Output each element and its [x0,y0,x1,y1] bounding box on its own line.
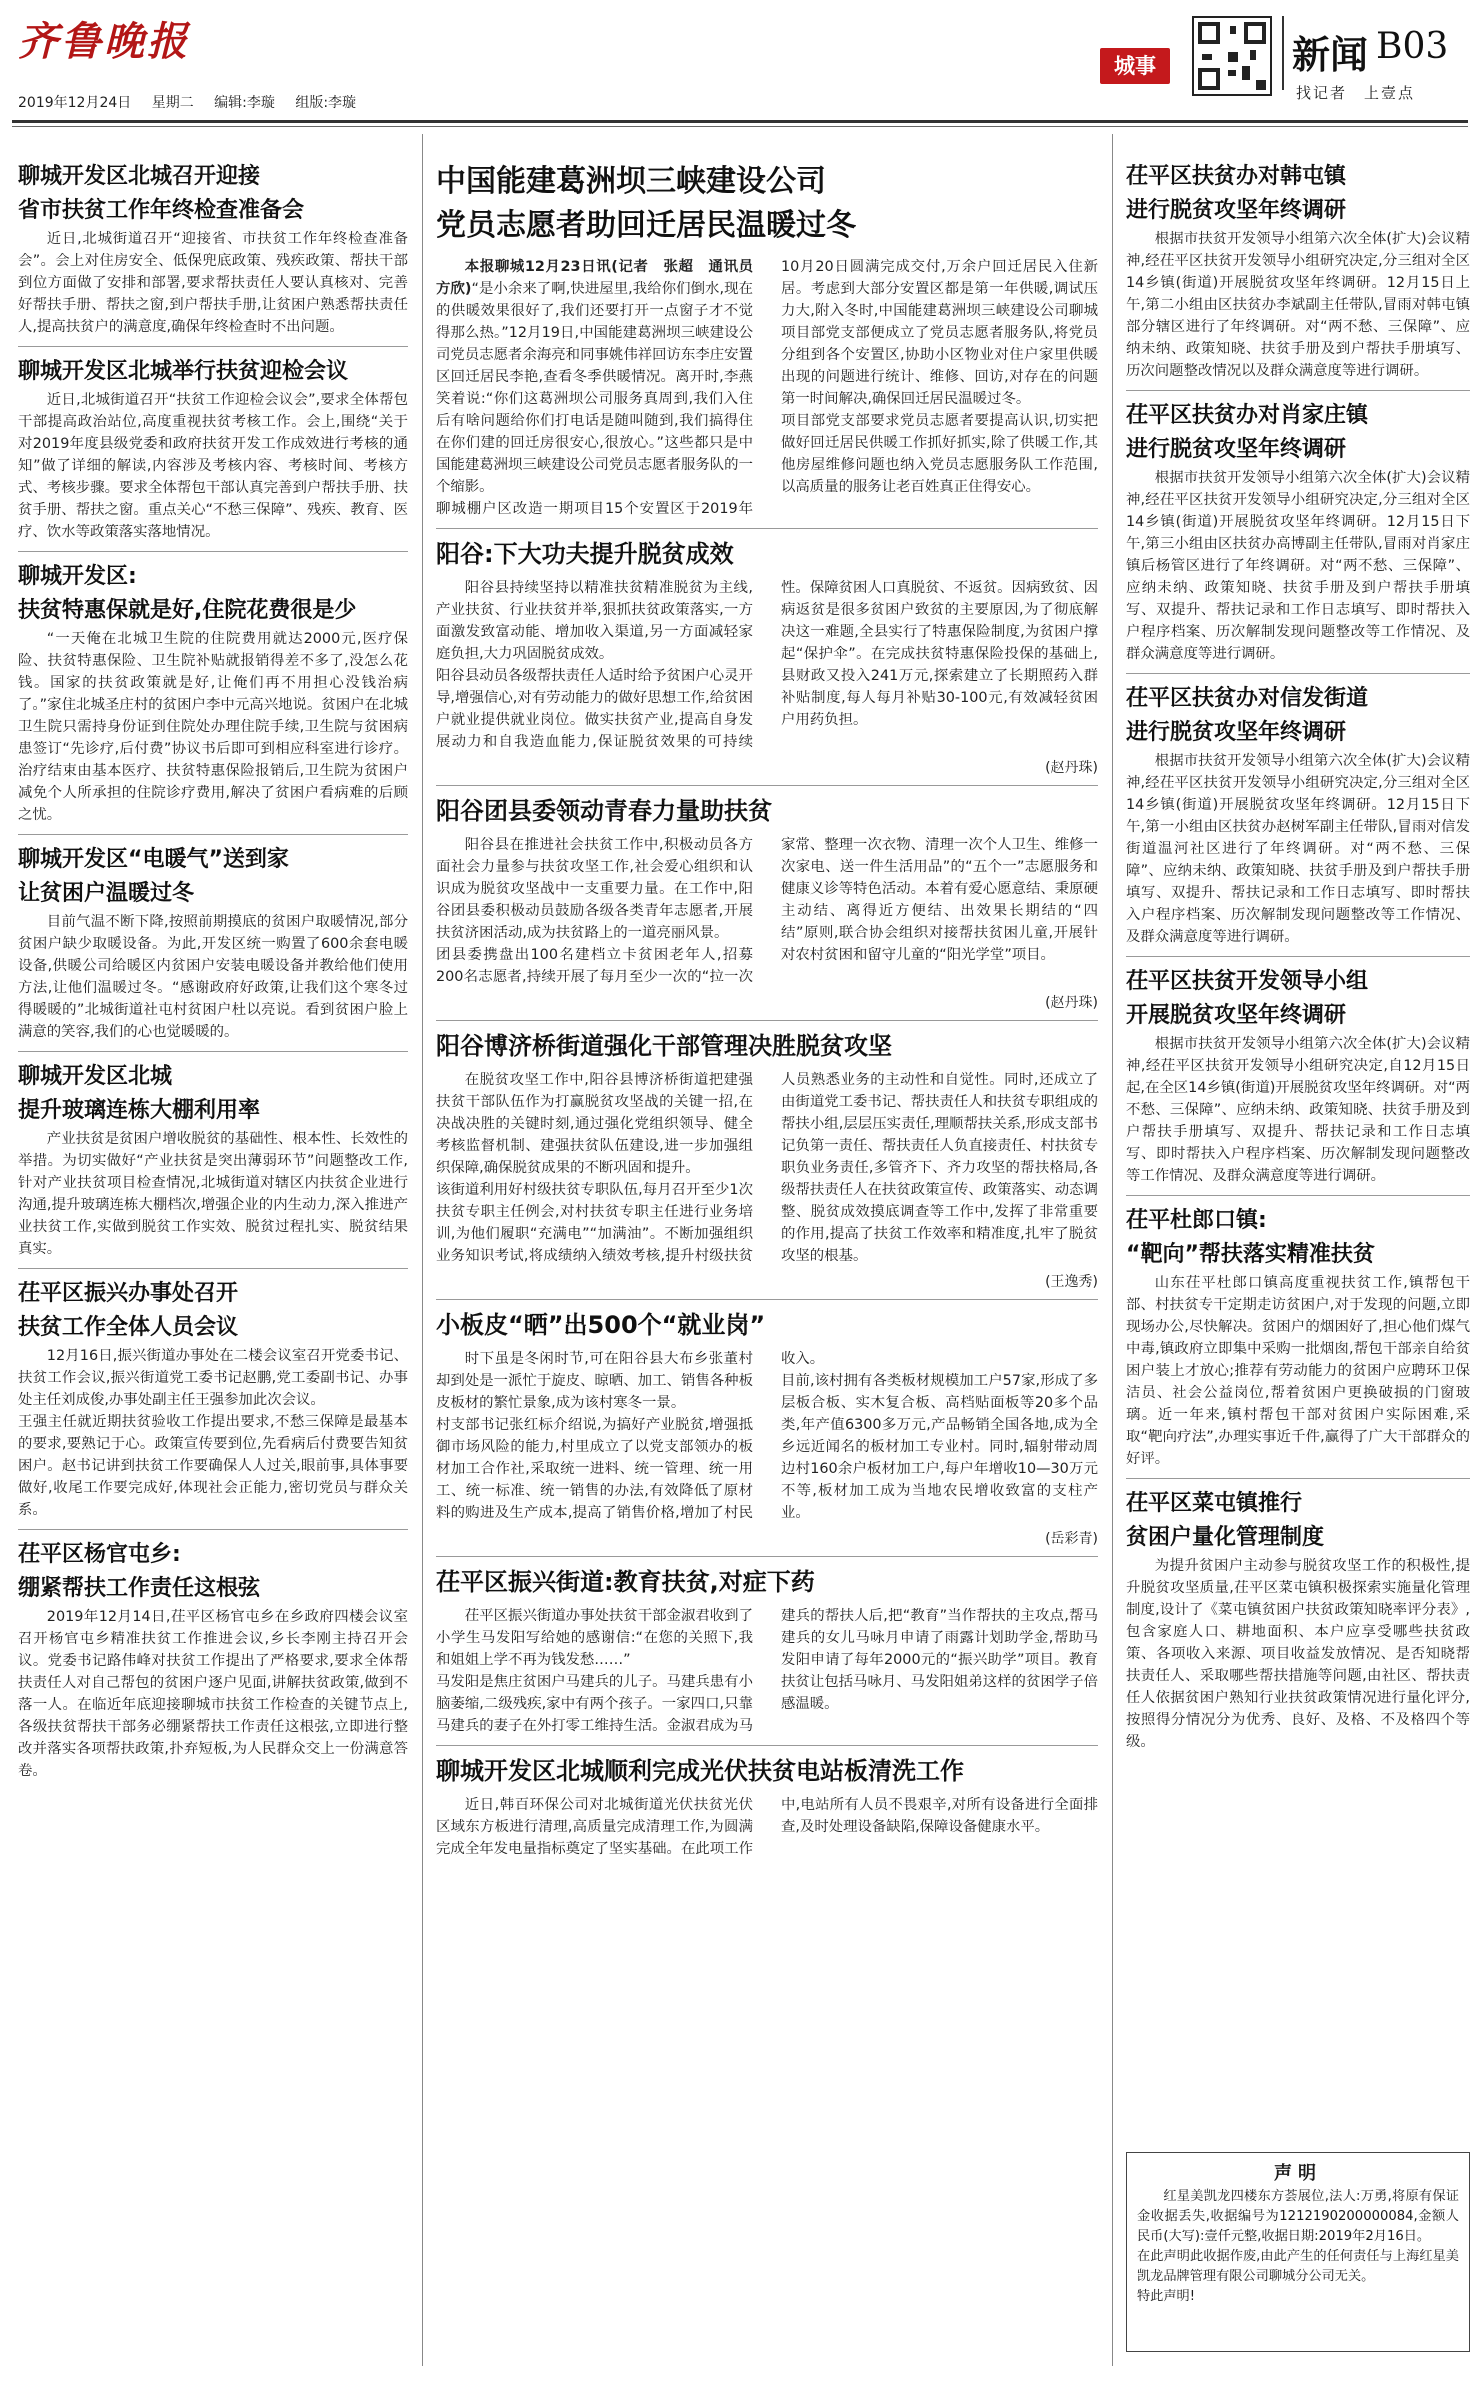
article-title-line: 茌平区扶贫办对肖家庄镇 [1126,403,1369,428]
article-body: 2019年12月14日,茌平区杨官屯乡在乡政府四楼会议室召开杨官屯乡精准扶贫工作推进会议,乡长李刚主持召开会议。党委书记路伟峰对扶贫工作提出了严格要求,要求全体帮扶责任人对自己帮包的贫困户逐户见面,讲解扶贫政策,做到不落一人。在临近年底迎接聊城市扶贫工作检查的关键节点上,各级扶贫帮扶干部务必绷紧帮扶工作责任这根弦,立即进行整改并落实各项帮扶政策,扑弃短板,为人民群众交上一份满意答卷。 [18,1609,408,1779]
article-title: 阳谷:下大功夫提升脱贫成效 [436,540,734,568]
article-credit: (赵丹珠) [1045,760,1098,776]
article-body: 根据市扶贫开发领导小组第六次全体(扩大)会议精神,经茌平区扶贫开发领导小组研究决定,分三组对全区14乡镇(街道)开展脱贫攻坚年终调研。12月15日下午,第三小组由区扶贫办高博副主任带队,冒雨对肖家庄镇后杨管区进行了年终调研。对“两不愁、三保障”、应纳未纳、政策知晓、扶贫手册及到户帮扶手册填写、双提升、帮扶记录和工作日志填写、即时帮扶入户程序档案、历次解制发现问题整改等工作情况、及群众满意度等进行调研。 [1126,470,1470,662]
divider [436,1020,1098,1021]
article-body: 近日,韩百环保公司对北城街道光伏扶贫光伏区域东方板进行清理,高质量完成清理工作,为圆满完成全年发电量指标奠定了坚实基础。在此项工作中,电站所有人员不畏艰辛,对所有设备进行全面排查,及时处理设备缺陷,保障设备健康水平。 [436,1797,1098,1857]
right-column [1126,160,1470,1753]
article [436,794,1098,1012]
article-body: 产业扶贫是贫困户增收脱贫的基础性、根本性、长效性的举措。为切实做好“产业扶贫是突出薄弱环节”问题整改工作,针对产业扶贫项目检查情况,北城街道对辖区内扶贫企业进行沟通,提升玻璃连栋大棚档次,增强企业的内生动力,深入推进产业扶贫工作,实做到脱贫工作实效、脱贫过程扎实、脱贫结果真实。 [18,1131,408,1257]
article [1126,682,1470,948]
lead-article [436,160,1098,520]
article [18,160,408,338]
article-body: “一天俺在北城卫生院的住院费用就达2000元,医疗保险、扶贫特惠保险、卫生院补贴就报销得差不多了,没怎么花钱。国家的扶贫政策就是好,让俺们再不用担心没钱治病了。”家住北城圣庄村的贫困户李中元高兴地说。贫困户在北城卫生院只需持身份证到住院处办理住院手续,卫生院与贫困病患签订“先诊疗,后付费”协议书后即可到相应科室进行诊疗。治疗结束由基本医疗、扶贫特惠保险报销后,卫生院为贫困户减免个人所承担的住院诊疗费用,解决了贫困户看病难的后顾之忧。 [18,631,408,823]
article [436,1308,1098,1548]
layout-credit: 组版:李璇 [295,95,357,111]
divider [18,551,408,552]
article-body: 阳谷县在推进社会扶贫工作中,积极动员各方面社会力量参与扶贫攻坚工作,社会爱心组织和认识成为脱贫攻坚战中一支重要力量。在工作中,阳谷团县委积极动员鼓励各级各类青年志愿者,开展扶贫济困活动,成为扶贫路上的一道亮丽风景。 团县委携盘出100名建档立卡贫困老年人,招募200名志愿者,持续开展了每月至少一次的“拉一次家常、整理一次衣物、清理一次个人卫生、维修一次家电、送一件生活用品”的“五个一”志愿服务和健康义诊等特色活动。本着有爱心愿意结、秉原硬主动结、离得近方便结、出效果长期结的“四结”原则,联合协会组织对接帮扶贫困儿童,开展针对农村贫困和留守儿童的“阳光学堂”项目。 [436,837,1098,985]
article-title-line: 聊城开发区北城举行扶贫迎检会议 [18,359,349,384]
article-body: 时下虽是冬闲时节,可在阳谷县大布乡张董村却到处是一派忙于旋皮、晾晒、加工、销售各种板皮板材的繁忙景象,成为该村寒冬一景。 村支部书记张红标介绍说,为搞好产业脱贫,增强抵御市场风险的能力,村里成立了以党支部领办的板材加工合作社,采取统一进料、统一管理、统一用工、统一标准、统一销售的办法,有效降低了原材料的购进及生产成本,提高了销售价格,增加了村民收入。 目前,该村拥有各类板材规模加工户57家,形成了多层板合板、实木复合板、高档贴面板等20多个品类,年产值6300多万元,产品畅销全国各地,成为全乡远近闻名的板材加工专业村。同时,辐射带动周边村160余户板材加工户,每户年增收10—30万元不等,板材加工成为当地农民增收致富的支柱产业。 [436,1351,1098,1521]
article-body: 茌平区振兴街道办事处扶贫干部金淑君收到了小学生马发阳写给她的感谢信:“在您的关照下,我和姐姐上学不再为钱发愁……” 马发阳是焦庄贫困户马建兵的儿子。马建兵患有小脑萎缩,二级残疾,家中有两个孩子。一家四口,只靠马建兵的妻子在外打零工维持生活。金淑君成为马建兵的帮扶人后,把“教育”当作帮扶的主攻点,帮马建兵的女儿马咏月申请了雨露计划助学金,帮助马发阳申请了每年2000元的“振兴助学”项目。教育扶贫让包括马咏月、马发阳姐弟这样的贫困学子倍感温暖。 [436,1608,1098,1734]
article-title: 聊城开发区北城顺利完成光伏扶贫电站板清洗工作 [436,1757,964,1785]
article-title-line: 聊城开发区“电暖气”送到家 [18,847,289,872]
article [436,1754,1098,1860]
column-divider [422,134,423,2366]
article-body: 目前气温不断下降,按照前期摸底的贫困户取暖情况,部分贫困户缺少取暖设备。为此,开发区统一购置了600余套电暖设备,供暖公司给暖区内贫困户安装电暖设备并教给他们使用方法,让他们温暖过冬。“感谢政府好政策,让我们这个寒冬过得暖暖的”北城街道社屯村贫困户杜以亮说。看到贫困户脸上满意的笑容,我们的心也觉暖暖的。 [18,914,408,1040]
article-title-line: 茌平区振兴办事处召开 [18,1281,239,1306]
article-title-line: 进行脱贫攻坚年终调研 [1126,198,1347,223]
article-title-line: 让贫困户温暖过冬 [18,881,195,906]
article-title-line: 茌平区扶贫办对信发街道 [1126,686,1369,711]
article-body: 根据市扶贫开发领导小组第六次全体(扩大)会议精神,经茌平区扶贫开发领导小组研究决定,分三组对全区14乡镇(街道)开展脱贫攻坚年终调研。12月15日下午,第一小组由区扶贫办赵树军副主任带队,冒雨对信发街道温河社区进行了年终调研。对“两不愁、三保障”、应纳未纳、政策知晓、扶贫手册及到户帮扶手册填写、双提升、帮扶记录和工作日志填写、即时帮扶入户程序档案、历次解制发现问题整改等工作情况、及群众满意度等进行调研。 [1126,753,1470,945]
article [436,1565,1098,1737]
article-body: 近日,北城街道召开“扶贫工作迎检会议会”,要求全体帮包干部提高政治站位,高度重视扶贫考核工作。会上,围绕“关于对2019年度县级党委和政府扶贫开发工作成效进行考核的通知”做了详细的解读,内容涉及考核内容、考核时间、考核方式、考核步骤。要求全体帮包干部认真完善到户帮扶手册、扶贫手册、帮扶之窗。重点关心“不愁三保障”、残疾、教育、医疗、饮水等政策落实落地情况。 [18,392,408,540]
article-title-line: 茌平区菜屯镇推行 [1126,1491,1303,1516]
article-title: 茌平区振兴街道:教育扶贫,对症下药 [436,1568,815,1596]
section-name: 新闻 [1292,32,1369,77]
article-title: 小板皮“晒”出500个“就业岗” [436,1311,766,1339]
header-rule [12,120,1468,123]
article [18,1060,408,1260]
lead-byline: 本报聊城12月23日讯(记者 张超 通讯员 方欣) [436,259,768,297]
article-title-line: 提升玻璃连栋大棚利用率 [18,1098,261,1123]
article-body: 山东茌平杜郎口镇高度重视扶贫工作,镇帮包干部、村扶贫专干定期走访贫困户,对于发现的问题,立即现场办公,尽快解决。贫困户的烟困好了,担心他们煤气中毒,镇政府立即集中采购一批烟囱,帮包干部亲自给贫困户装上才放心;推荐有劳动能力的贫困户应聘环卫保洁员、社会公益岗位,帮着贫困户更换破损的门窗玻璃。近一年来,镇村帮包干部对贫困户实际困难,采取“靶向疗法”,办理实事近千件,赢得了广大干部群众的好评。 [1126,1275,1470,1467]
article-title-line: “靶向”帮扶落实精准扶贫 [1126,1242,1375,1267]
article [18,843,408,1043]
article-title-line: 聊城开发区: [18,564,137,589]
article [436,1029,1098,1291]
article-title-line: 进行脱贫攻坚年终调研 [1126,437,1347,462]
article [1126,965,1470,1187]
article-title-line: 绷紧帮扶工作责任这根弦 [18,1576,261,1601]
masthead: 齐鲁晚报 [18,18,190,65]
article-title-line: 茌平区扶贫办对韩屯镇 [1126,164,1347,189]
article-body: 近日,北城街道召开“迎接省、市扶贫工作年终检查准备会”。会上对住房安全、低保兜底政策、残疾政策、帮扶干部到位方面做了安排和部署,要求帮扶责任人要认真核对、完善好帮扶手册、帮扶之窗,到户帮扶手册,让贫困户熟悉帮扶责任人,提高扶贫户的满意度,确保年终检查时不出问题。 [18,231,408,335]
article-credit: (赵丹珠) [1045,995,1098,1011]
article-title: 阳谷团县委领动青春力量助扶贫 [436,797,772,825]
divider [436,1745,1098,1746]
notice-title: 声明 [1274,2163,1322,2184]
divider [436,1299,1098,1300]
article-title-line: 茌平区杨官屯乡: [18,1542,181,1567]
issue-date: 2019年12月24日 [18,95,132,111]
divider [1126,390,1470,391]
divider [18,1268,408,1269]
divider [1126,1478,1470,1479]
lead-body [436,256,1098,520]
divider [18,346,408,347]
article-title-line: 聊城开发区北城召开迎接 [18,164,261,189]
notice-body: 红星美凯龙四楼东方荟展位,法人:万勇,将原有保证金收据丢失,收据编号为1212190200000084,金额人民币(大写):壹仟元整,收据日期:2019年2月16日。 在此声明此收据作废,由此产生的任何责任与上海红星美凯龙品牌管理有限公司聊城分公司无关。 特此声明! [1137,2189,1459,2304]
lead-title-line: 党员志愿者助回迁居民温暖过冬 [436,208,856,243]
divider [436,785,1098,786]
article-title-line: 茌平区扶贫开发领导小组 [1126,969,1369,994]
article-title-line: 贫困户量化管理制度 [1126,1525,1325,1550]
article-body: 根据市扶贫开发领导小组第六次全体(扩大)会议精神,经茌平区扶贫开发领导小组研究决定,分三组对全区14乡镇(街道)开展脱贫攻坚年终调研。12月15日上午,第二小组由区扶贫办李斌副主任带队,冒雨对韩屯镇部分辖区进行了年终调研。对“两不愁、三保障”、应纳未纳、政策知晓、扶贫手册及到户帮扶手册填写、历次问题整改情况以及群众满意度等进行调研。 [1126,231,1470,379]
article-title-line: 茌平杜郎口镇: [1126,1208,1267,1233]
article-credit: (王逸秀) [1045,1274,1098,1290]
article-title-line: 开展脱贫攻坚年终调研 [1126,1003,1347,1028]
article-title-line: 扶贫工作全体人员会议 [18,1315,239,1340]
lead-text: “是小余来了啊,快进屋里,我给你们倒水,现在的供暖效果很好了,我们还要打开一点窗子才不觉得那么热。”12月19日,中国能建葛洲坝三峡建设公司党员志愿者余海亮和同事姚伟祥回访东李庄安置区回迁居民李艳,查看冬季供暖情况。离开时,李燕笑着说:“你们这葛洲坝公司服务真周到,我们入住后有啥问题给你们打电话是随叫随到,我们搞得住在你们建的回迁房很安心,很放心。”这些都只是中国能建葛洲坝三峡建设公司党员志愿者服务队的一个缩影。 聊城棚户区改造一期项目15个安置区于2019年10月20日圆满完成交付,万余户回迁居民入住新居。考虑到大部分安置区都是第一年供暖,调试压力大,附入冬时,中国能建葛洲坝三峡建设公司聊城项目部党支部便成立了党员志愿者服务队,将党员分组到各个安置区,协助小区物业对住户家里供暖出现的问题进行统计、维修、回访,对存在的问题第一时间解决,确保回迁居民温暖过冬。 项目部党支部要求党员志愿者要提高认识,切实把做好回迁居民供暖工作抓好抓实,除了供暖工作,其他房屋维修问题也纳入党员志愿服务队工作范围,以高质量的服务让老百姓真正住得安心。 [436,259,1098,517]
article-body: 12月16日,振兴街道办事处在二楼会议室召开党委书记、扶贫工作会议,振兴街道党工委书记赵鹏,党工委副书记、办事处主任刘成俊,办事处副主任王强参加此次会议。 王强主任就近期扶贫验收工作提出要求,不愁三保障是最基本的要求,要熟记于心。政策宣传要到位,先看病后付费要告知贫困户。赵书记讲到扶贫工作要确保人人过关,眼前事,具体事要做好,收尾工作要完成好,体现社会正能力,密切党员与群众关系。 [18,1348,408,1518]
article [1126,160,1470,382]
article [1126,1204,1470,1470]
divider [1126,956,1470,957]
article [1126,1487,1470,1753]
article [18,1538,408,1782]
article-title: 阳谷博济桥街道强化干部管理决胜脱贫攻坚 [436,1032,892,1060]
article-body: 为提升贫困户主动参与脱贫攻坚工作的积极性,提升脱贫攻坚质量,茌平区菜屯镇积极探索实施量化管理制度,设计了《菜屯镇贫困户扶贫政策知晓率评分表》,包含家庭人口、耕地面积、本户应享受哪些扶贫政策、各项收入来源、项目收益发放情况、是否知晓帮扶责任人、采取哪些帮扶措施等问题,由社区、帮扶责任人依据贫困户熟知行业扶贫政策情况进行量化评分,按照得分情况分为优秀、良好、及格、不及格四个等级。 [1126,1558,1470,1750]
divider [18,1051,408,1052]
article [436,537,1098,777]
notice-box [1126,2152,1470,2352]
article-body: 阳谷县持续坚持以精准扶贫精准脱贫为主线,产业扶贫、行业扶贫并举,狠抓扶贫政策落实,一方面激发致富动能、增加收入渠道,另一方面减轻家庭负担,大力巩固脱贫成效。 阳谷县动员各级帮扶责任人适时给予贫困户心灵开导,增强信心,对有劳动能力的做好思想工作,给贫困户就业提供就业岗位。做实扶贫产业,提高自身发展动力和自我造血能力,保证脱贫效果的可持续性。保障贫困人口真脱贫、不返贫。因病致贫、因病返贫是很多贫困户致贫的主要原因,为了彻底解决这一难题,全县实行了特惠保险制度,为贫困户撑起“保护伞”。在完成扶贫特惠保险投保的基础上,县财政又投入241万元,探索建立了长期照药入群补贴制度,每人每月补贴30-100元,有效减轻贫困户用药负担。 [436,580,1098,750]
dateline [18,92,372,112]
article-title-line: 进行脱贫攻坚年终调研 [1126,720,1347,745]
issue-weekday: 星期二 [151,95,194,111]
divider [1126,1195,1470,1196]
section-tag: 城事 [1100,48,1170,84]
divider [18,1529,408,1530]
divider [1126,673,1470,674]
article-credit: (岳彩青) [1045,1531,1098,1547]
article [18,560,408,826]
divider [18,834,408,835]
divider [436,528,1098,529]
article [18,1277,408,1521]
article [1126,399,1470,665]
article-title-line: 聊城开发区北城 [18,1064,173,1089]
divider [436,1556,1098,1557]
article-body: 在脱贫攻坚工作中,阳谷县博济桥街道把建强扶贫干部队伍作为打赢脱贫攻坚战的关键一招,在决战决胜的关键时刻,通过强化党组织领导、健全考核监督机制、建强扶贫队伍建设,进一步加强组织保障,确保脱贫成果的不断巩固和提升。 该街道利用好村级扶贫专职队伍,每月召开至少1次扶贫专职主任例会,对村扶贫专职主任进行业务培训,为他们履职“充满电”“加满油”。不断加强组织业务知识考试,将成绩纳入绩效考核,提升村级扶贫人员熟悉业务的主动性和自觉性。同时,还成立了由街道党工委书记、帮扶责任人和扶贫专职组成的帮扶小组,层层压实责任,理顺帮扶关系,形成支部书记负第一责任、帮扶责任人负直接责任、村扶贫专职负业务责任,多管齐下、齐力攻坚的帮扶格局,各级帮扶责任人在扶贫政策宣传、政策落实、动态调整、脱贫成效摸底调查等工作中,发挥了非常重要的作用,提高了扶贫工作效率和精准度,扎牢了脱贫攻坚的根基。 [436,1072,1098,1264]
header-rule-thin [12,126,1468,127]
article-title-line: 扶贫特惠保就是好,住院花费很是少 [18,598,357,623]
middle-column [436,160,1098,1860]
article-body: 根据市扶贫开发领导小组第六次全体(扩大)会议精神,经茌平区扶贫开发领导小组研究决定,自12月15日起,在全区14乡镇(街道)开展脱贫攻坚年终调研。对“两不愁、三保障”、应纳未纳、政策知晓、扶贫手册及到户帮扶手册填写、双提升、帮扶记录和工作日志填写、即时帮扶入户程序档案、历次解制发现问题整改等工作情况、及群众满意度等进行调研。 [1126,1036,1470,1184]
qr-code-icon [1192,16,1272,96]
lead-title-line: 中国能建葛洲坝三峡建设公司 [436,164,826,199]
column-divider [1112,134,1113,2366]
article-title-line: 省市扶贫工作年终检查准备会 [18,198,305,223]
header-divider [1282,16,1284,90]
page-number: B03 [1376,26,1449,67]
left-column [18,160,408,1782]
reporter-slogan: 找记者 上壹点 [1296,84,1416,102]
editor-credit: 编辑:李璇 [214,95,275,111]
article [18,355,408,543]
